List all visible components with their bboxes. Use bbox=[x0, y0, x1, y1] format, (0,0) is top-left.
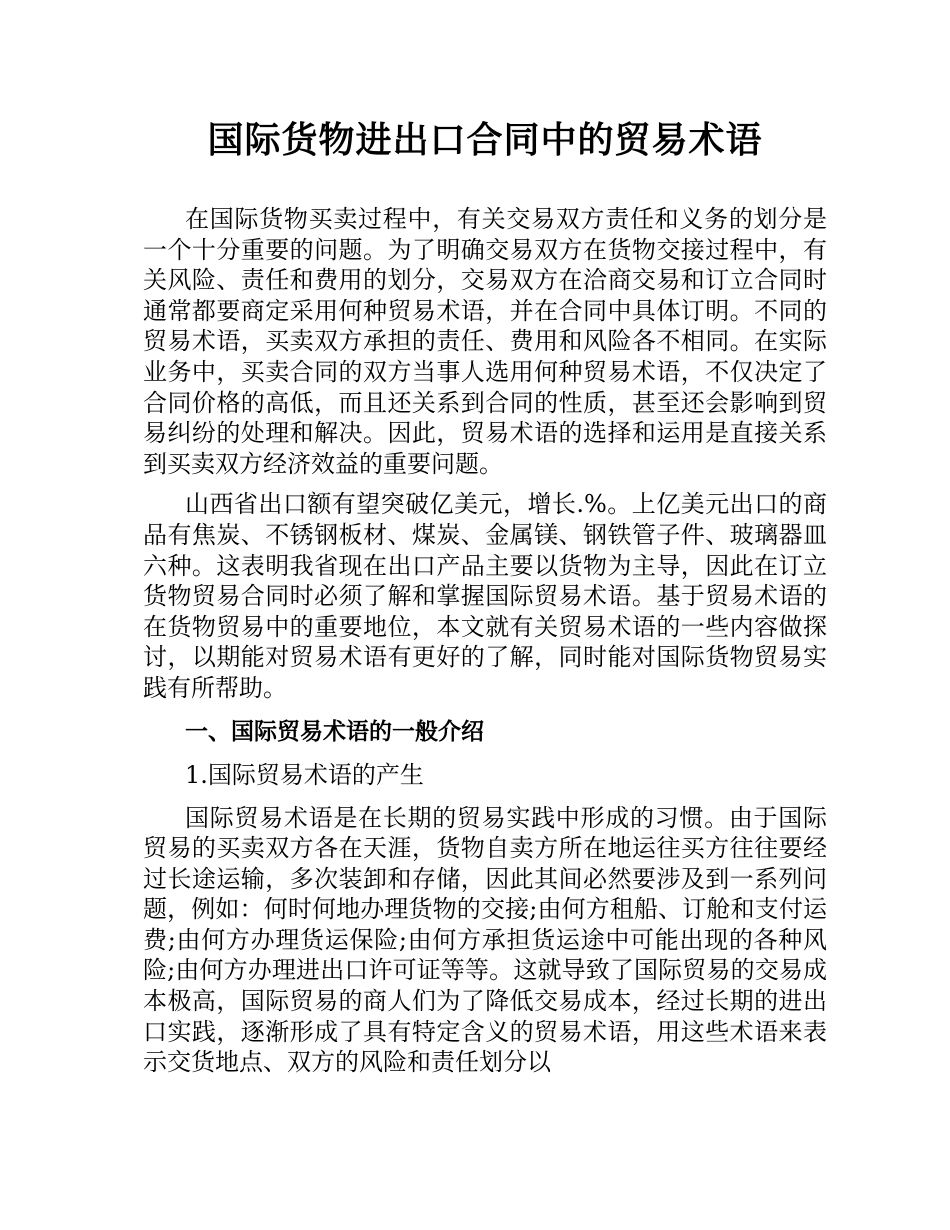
subsection-heading-1-1: 1.国际贸易术语的产生 bbox=[185, 760, 424, 789]
paragraph-shanxi-exports: 山西省出口额有望突破亿美元，增长.%。上亿美元出口的商品有焦炭、不锈钢板材、煤炭、金属镁、钢铁管子件、玻璃器皿六种。这表明我省现在出口产品主要以货物为主导，因此在订立货物贸易合同时必须了解和掌握国际贸易术语。基于贸易术语的在货物贸易中的重要地位，本文就有关贸易术语的一些内容做探讨，以期能对贸易术语有更好的了解，同时能对国际货物贸易实践有所帮助。 bbox=[143, 490, 827, 702]
section-heading-1: 一、国际贸易术语的一般介绍 bbox=[185, 718, 484, 745]
paragraph-origin-of-terms: 国际贸易术语是在长期的贸易实践中形成的习惯。由于国际贸易的买卖双方各在天涯，货物自卖方所在地运往买方往往要经过长途运输，多次装卸和存储，因此其间必然要涉及到一系列问题，例如：何时何地办理货物的交接;由何方租船、订舱和支付运费;由何方办理货运保险;由何方承担货运途中可能出现的各种风险;由何方办理进出口许可证等等。这就导致了国际贸易的交易成本极高，国际贸易的商人们为了降低交易成本，经过长期的进出口实践，逐渐形成了具有特定含义的贸易术语，用这些术语来表示交货地点、双方的风险和责任划分以 bbox=[143, 803, 827, 1077]
paragraph-intro: 在国际货物买卖过程中，有关交易双方责任和义务的划分是一个十分重要的问题。为了明确交易双方在货物交接过程中，有关风险、责任和费用的划分，交易双方在洽商交易和订立合同时通常都要商定采用何种贸易术语，并在合同中具体订明。不同的贸易术语，买卖双方承担的责任、费用和风险各不相同。在实际业务中，买卖合同的双方当事人选用何种贸易术语，不仅决定了合同价格的高低，而且还关系到合同的性质，甚至还会影响到贸易纠纷的处理和解决。因此，贸易术语的选择和运用是直接关系到买卖双方经济效益的重要问题。 bbox=[143, 205, 827, 478]
document-title: 国际货物进出口合同中的贸易术语 bbox=[207, 120, 763, 161]
document-page bbox=[143, 112, 827, 1078]
